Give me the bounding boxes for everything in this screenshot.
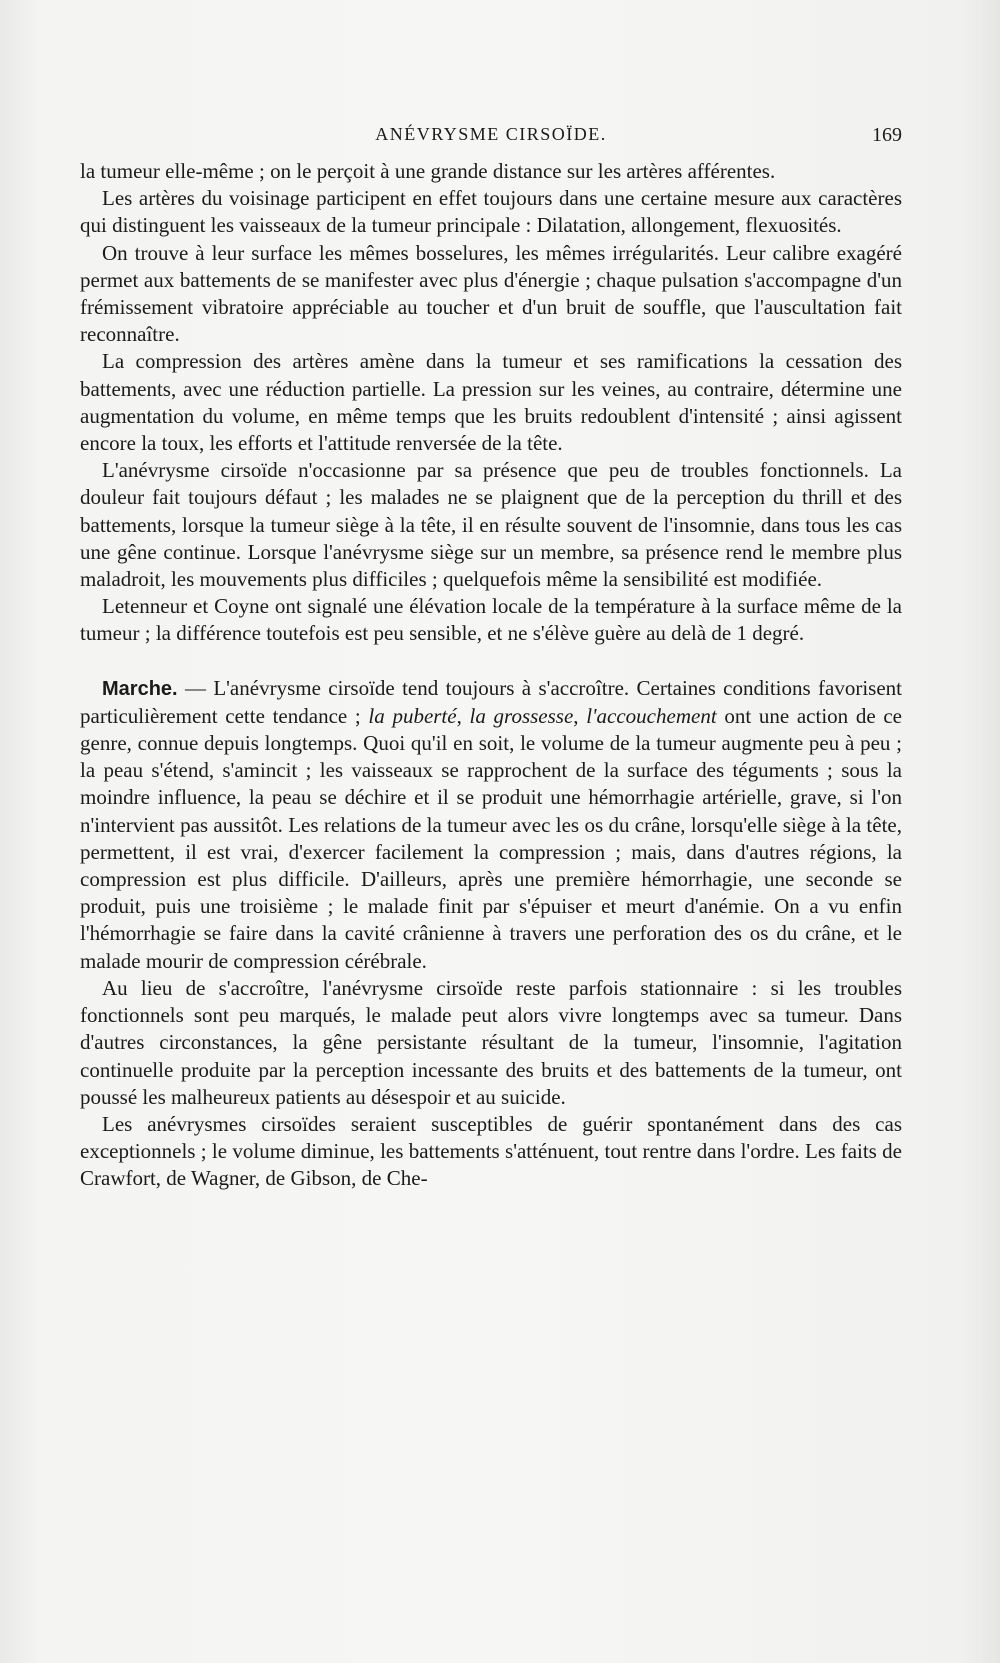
marche-separator-2: , [573, 703, 587, 728]
paragraph-3: On trouve à leur surface les mêmes bosselures, les mêmes irrégularités. Leur calibre exagéré permet aux battements de se manifester avec plus d'énergie ; chaque pulsation s'accompagne d'un frémissement vibratoire appréciable au toucher et d'un bruit de souffle, que l'auscultation fait reconnaître. [80, 240, 902, 347]
paragraph-4: La compression des artères amène dans la tumeur et ses ramifications la cessation des battements, avec une réduction partielle. La pression sur les veines, au contraire, détermine une augmentation du volume, en même temps que les bruits redoublent d'intensité ; ainsi agissent encore la toux, les efforts et l'attitude renversée de la tête. [80, 349, 902, 456]
paragraph-8: Au lieu de s'accroître, l'anévrysme cirsoïde reste parfois stationnaire : si les troubles fonctionnels sont peu marqués, le malade peut alors vivre longtemps avec sa tumeur. Dans d'autres circonstances, la gêne persistante résultant de la tumeur, l'insomnie, l'agitation continuelle produite par la perception incessante des bruits et des battements de la tumeur, ont poussé les malheureux patients au désespoir et au suicide. [80, 975, 902, 1109]
running-title: ANÉVRYSME CIRSOÏDE. [375, 124, 607, 144]
paragraph-2: Les artères du voisinage participent en effet toujours dans une certaine mesure aux caractères qui distinguent les vaisseaux de la tumeur principale : Dilatation, allongement, flexuosités. [80, 186, 902, 238]
page-header [80, 124, 902, 154]
page-number: 169 [872, 124, 902, 146]
body-text [80, 158, 902, 1193]
italic-term-puberte: la puberté [368, 703, 457, 728]
paragraph-6: Letenneur et Coyne ont signalé une élévation locale de la température à la surface même de la tumeur ; la différence toutefois est peu sensible, et ne s'élève guère au delà de 1 degré. [80, 594, 902, 646]
paragraph-marche [80, 675, 902, 975]
italic-term-grossesse: la grossesse [469, 703, 574, 728]
marche-rest-text: ont une action de ce genre, connue depuis longtemps. Quoi qu'il en soit, le volume de la tumeur augmente peu à peu ; la peau s'étend, s'amincit ; les vaisseaux se rapprochent de la surface des téguments ; sous la moindre influence, la peau se déchire et il se produit une hémorrhagie artérielle, grave, si l'on n'intervient pas aussitôt. Les relations de la tumeur avec les os du crâne, lorsqu'elle siège à la tête, permettent, il est vrai, d'exercer facilement la compression ; mais, dans d'autres régions, la compression est plus difficile. D'ailleurs, après une première hémorrhagie, une seconde se produit, puis une troisième ; le malade finit par s'épuiser et meurt d'anémie. On a vu enfin l'hémorrhagie se faire dans la cavité crânienne à travers une perforation des os du crâne, et le malade mourir de compression cérébrale. [80, 703, 903, 973]
paragraph-9: Les anévrysmes cirsoïdes seraient susceptibles de guérir spontanément dans des cas exceptionnels ; le volume diminue, les battements s'atténuent, tout rentre dans l'ordre. Les faits de Crawfort, de Wagner, de Gibson, de Che- [80, 1111, 902, 1191]
marche-lead-text: — L'anévrysme cirsoïde tend toujours à s'accroître. Certaines conditions favorisent particulièrement cette tendance ; [80, 675, 902, 728]
italic-term-accouchement: l'accouchement [586, 703, 717, 728]
paragraph-1: la tumeur elle-même ; on le perçoit à une grande distance sur les artères afférentes. [80, 159, 776, 183]
paragraph-5: L'anévrysme cirsoïde n'occasionne par sa présence que peu de troubles fonctionnels. La douleur fait toujours défaut ; les malades ne se plaignent que de la perception du thrill et des battements, lorsque la tumeur siège à la tête, il en résulte souvent de l'insomnie, dans tous les cas une gêne continue. Lorsque l'anévrysme siège sur un membre, sa présence rend le membre plus maladroit, les mouvements plus difficiles ; quelquefois même la sensibilité est modifiée. [80, 458, 902, 592]
section-rubric-marche: Marche. [102, 677, 178, 700]
marche-separator-1: , [456, 703, 470, 728]
